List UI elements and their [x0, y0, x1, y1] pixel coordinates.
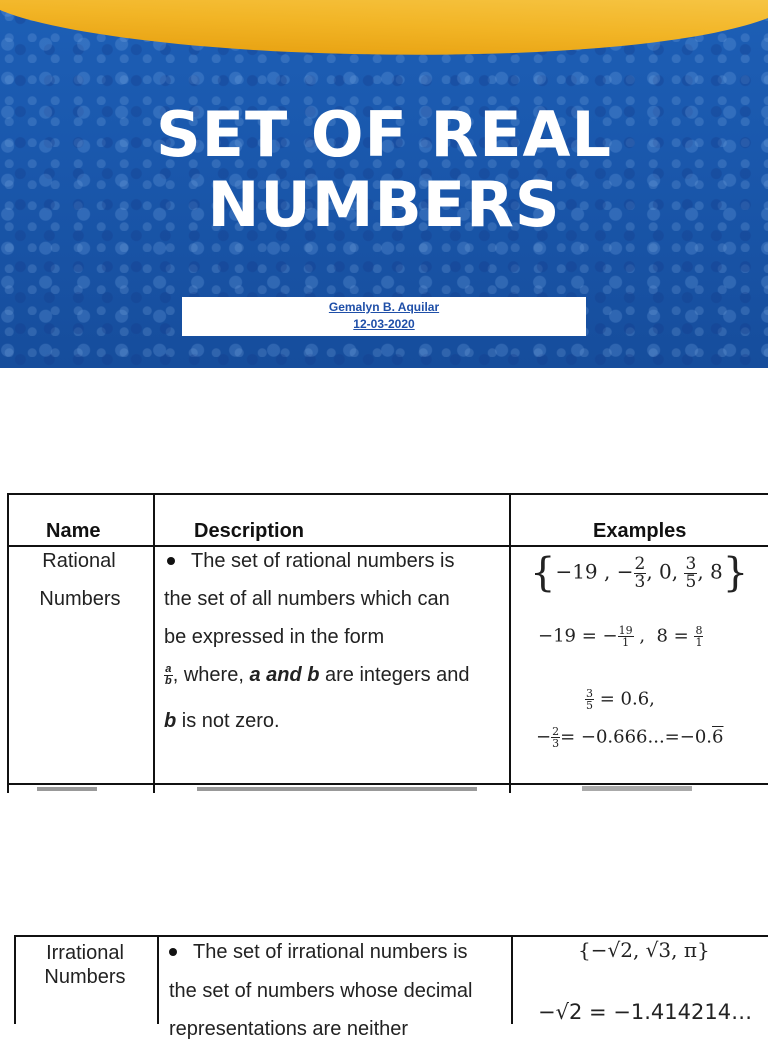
slide-title-line2: NUMBERS	[207, 168, 561, 241]
title-slide	[0, 0, 768, 368]
fraction-a-over-b: $\frac{a}{b}$	[165, 663, 172, 688]
rational-example-eq2: $\frac{3}{5}$ = 0.6,	[586, 687, 655, 712]
rational-example-eq1: −19 = − $\frac{19}{1}$ , 8 = $\frac{8}{1}$	[538, 624, 703, 649]
rational-desc-line5: b is not zero.	[164, 710, 280, 732]
irrational-desc-line3: representations are neither	[169, 1018, 409, 1040]
irr-col-divider-1	[157, 935, 159, 1024]
slide-gold-band	[0, 0, 768, 71]
slide-title	[0, 100, 768, 240]
irr-col-divider-2	[511, 935, 513, 1024]
rational-desc-line4: $\frac{a}{b}$ , where, a and b are integers and	[165, 663, 470, 688]
rational-desc-line3: be expressed in the form	[164, 626, 385, 648]
irrational-name: Irrational Numbers	[44, 942, 126, 988]
table-top-border	[7, 493, 768, 495]
rational-name-line1: Rational	[42, 550, 116, 572]
bullet-icon	[169, 948, 177, 956]
rational-example-eq3: − $\frac{2}{3}$ = −0.666...=−0.6	[536, 725, 724, 750]
table-left-border	[7, 493, 9, 793]
header-examples: Examples	[593, 520, 687, 542]
rational-name-line2: Numbers	[39, 588, 121, 610]
irrational-example-eq1: −√2 = −1.414214…	[538, 1000, 753, 1024]
irr-left-border	[14, 935, 16, 1024]
irrational-example-set: {−√2, √3, π}	[578, 938, 710, 962]
author-box	[182, 297, 586, 336]
header-name: Name	[46, 520, 101, 542]
table-col-divider-2	[509, 493, 511, 793]
presentation-date[interactable]: 12-03-2020	[353, 317, 415, 331]
irrational-desc-line1: The set of irrational numbers is	[165, 933, 468, 971]
rational-desc-line2: the set of all numbers which can	[164, 588, 450, 610]
bullet-icon	[167, 557, 175, 565]
next-row-clipped	[7, 783, 768, 793]
table-col-divider-1	[153, 493, 155, 793]
rational-desc-line1: The set of rational numbers is	[163, 542, 454, 580]
irrational-desc-line2: the set of numbers whose decimal	[169, 980, 473, 1002]
slide-title-line1: SET OF REAL	[155, 98, 613, 171]
header-description: Description	[194, 520, 305, 542]
author-name[interactable]: Gemalyn B. Aquilar	[328, 300, 440, 314]
rational-example-set: {−19 , − $\frac{2}{3}$ , 0, $\frac{3}{5}$ , 8}	[530, 550, 749, 596]
